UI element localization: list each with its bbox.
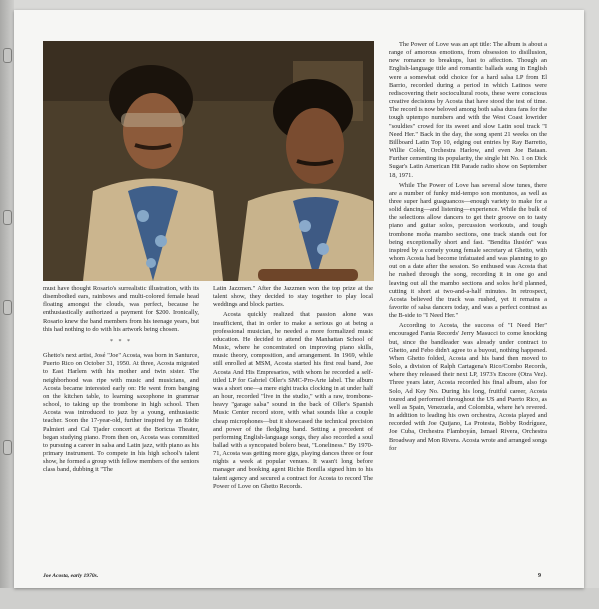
paragraph: Ghetto's next artist, José "Joe" Acosta, was born in Santurce, Puerto Rico on October 31, 1950. At three, Acosta migrated to East Harlem with his mother and twin sister. The neighborhood was ripe with music and musicians, and Acosta became interested early on: He went from banging on the kitchen table, to learning saxophone in grammar school, to taking up the trombone in high school. Then Acosta was introduced to jazz by a young, enthusiastic teacher. Soon the 17-year-old, further inspired by an Eddie Palmieri and Cal Tjader concert at the Boricua Theater, began studying piano. From then on, Acosta was committed to pursuing a career in salsa and Latin jazz, with piano as his primary instrument. To compete in his high school's talent show, he formed a group with fellow members of the seniors class band, dubbing it "The	[43, 352, 199, 474]
section-separator: * * *	[110, 338, 132, 345]
binder-ring	[3, 300, 12, 315]
photo-illustration	[43, 41, 374, 281]
paragraph: Acosta quickly realized that passion alone was insufficient, that in order to make a serious go at being a professional musician, he needed a more formalized music education. He decided to attend the Manhattan School of Music, where he concentrated on improving piano skills, music theory, composition, and arrangement. In 1969, while still enrolled at MSM, Acosta started his first real band, Joe Acosta And His Empresarios, with whom he recorded a self-titled LP for Gabriel Oller's SMC-Pro-Arte label. The album was a short one—a mere eight tracks clocking in at under half an hour, recorded "live in the studio," with a raw, trombone-heavy "garage salsa" sound in the back of Oller's Spanish Music Center record store, with what sounds like a couple cheap microphones—but it showcased the technical precision and power of the fledgling band. Setting a precedent of performing English-language songs, they also recorded a soul ballad with a syncopated bolero beat, "Loneliness." By 1970-71, Acosta was getting more gigs, playing dances three or four nights a week at popular venues. It wasn't long before manager and booking agent Richie Bonilla signed him to his talent agency and secured a contract for Acosta to record The Power of Love on Ghetto Records.	[213, 311, 373, 490]
binder-ring	[3, 48, 12, 63]
paragraph: According to Acosta, the success of "I Need Her" encouraged Fania Records' Jerry Masucci to come knocking but, since the bandleader was already under contract to Ghetto, and Febo didn't agree to a buyout, nothing happened. When Ghetto folded, Acosta and his band then moved to Solo, a division of Ralph Cartagena's Rico/Combo Records, where they released their next LP, 1973's Encore (Otra Vez). Three years later, Acosta recorded his final album, also for Solo, Ad Key No. During his long, fruitful career, Acosta toured and performed throughout the US and Puerto Rico, as well as Spain, Venezuela, and Colombia, where he's revered. In addition to leading his own orchestra, Acosta played and recorded with Joe Quijano, La Protesta, Bobby Rodríguez, Joe Cuba, Orchestra Flamboyán, Ismael Rivera, Orchestra Broadway and Mon Rivera. Acosta wrote and arranged songs for	[389, 322, 547, 452]
paragraph: While The Power of Love has several slow tunes, there are a number of funky mid-tempo son montunos, as well as three super hard guaguancos—enough variety to make for a solid dancing—and listening—experience. While the bulk of the selections allow dancers to get their groove on to tasty piano and guitar solos, percussion workouts, and tough trombone moña mambo sections, one track stands out for being exceptionally short and fast. "Bendita Ilusión" was inspired by a comely young female secretary at Ghetto, with whom Acosta had become infatuated and was planning to go out on a date after the session. So enthused was Acosta that he rushed through the song, recording it in one go and leaving out all the mambo sections and solos he'd planned, cutting it short at two-and-a-half minutes. In retrospect, Acosta believed the track was rushed, yet it remains a favorite of salsa dancers today, and was a perfect contrast as the B-side to "I Need Her."	[389, 181, 547, 320]
text-column-1	[43, 285, 199, 575]
band-photo	[43, 41, 374, 281]
paragraph: The Power of Love was an apt title: The album is about a range of amorous emotions, from obsession to disillusion, new romance to breakups, lust to affection. Though an English-language title and romantic ballads sung in English were a somewhat odd choice for a hard salsa LP from El Barrio, recorded during a period in which Latinos were rediscovering their sociocultural roots, these were conscious creative decisions by Acosta that have stood the test of time. The record is now beloved among both salsa dura fans for the tough uptempo numbers and with the West Coast lowrider "souldies" crowd for its sweet and slow Latin soul track "I Need Her." Back in the day, the song spent 21 weeks on the Billboard Latin Top 10, edging out entries by Ray Barretto, Willie Colón, Orchestra Harlow, and even Joe Bataan. Further cementing its popularity, the single hit No. 1 on Dick Sugar's Latin American Hit Parade radio show on September 18, 1971.	[389, 41, 547, 179]
paragraph: Latin Jazzmen." After the Jazzmen won the top prize at the talent show, they decided to stay together to play local weddings and block parties.	[213, 285, 373, 309]
text-column-2	[213, 285, 373, 575]
binder-ring	[3, 440, 12, 455]
paragraph: must have thought Rosario's surrealistic illustration, with its disembodied ears, rainbows and multi-colored female head floating amongst the clouds, was perfect, because he enthusiastically authorized a payment for $200. Ironically, Rosario knew the band members from his teenage years, but this had nothing to do with his artwork being chosen.	[43, 285, 199, 333]
table-surface	[0, 588, 599, 609]
text-column-3	[389, 41, 547, 561]
binder-ring	[3, 210, 12, 225]
photo-caption: Joe Acosta, early 1970s.	[43, 573, 99, 579]
binder-strip	[0, 0, 14, 609]
page-number: 9	[538, 573, 541, 579]
